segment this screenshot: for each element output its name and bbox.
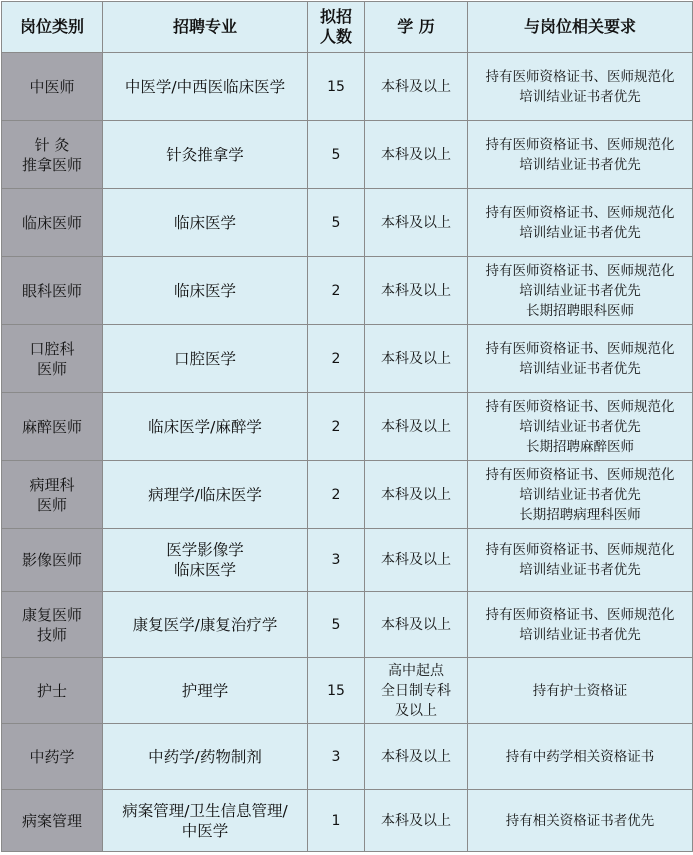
major-cell: 病案管理/卫生信息管理/ 中医学 <box>103 790 308 852</box>
table-row <box>2 53 693 121</box>
education-cell: 本科及以上 <box>365 189 468 257</box>
requirement-cell: 持有医师资格证书、医师规范化 培训结业证书者优先 <box>468 53 693 121</box>
major-cell: 中医学/中西医临床医学 <box>103 53 308 121</box>
count-cell: 2 <box>308 393 365 461</box>
category-cell: 针 灸 推拿医师 <box>2 121 103 189</box>
requirement-cell: 持有相关资格证书者优先 <box>468 790 693 852</box>
category-cell: 影像医师 <box>2 529 103 592</box>
count-cell: 15 <box>308 658 365 724</box>
table-row <box>2 658 693 724</box>
education-cell: 本科及以上 <box>365 393 468 461</box>
category-cell: 麻醉医师 <box>2 393 103 461</box>
major-cell: 病理学/临床医学 <box>103 461 308 529</box>
category-cell: 中医师 <box>2 53 103 121</box>
major-cell: 康复医学/康复治疗学 <box>103 592 308 658</box>
education-cell: 本科及以上 <box>365 592 468 658</box>
header-category: 岗位类别 <box>2 2 103 53</box>
education-cell: 本科及以上 <box>365 461 468 529</box>
major-cell: 中药学/药物制剂 <box>103 724 308 790</box>
category-cell: 临床医师 <box>2 189 103 257</box>
major-cell: 临床医学/麻醉学 <box>103 393 308 461</box>
major-cell: 口腔医学 <box>103 325 308 393</box>
table-row <box>2 257 693 325</box>
requirement-cell: 持有医师资格证书、医师规范化 培训结业证书者优先 <box>468 592 693 658</box>
education-cell: 本科及以上 <box>365 724 468 790</box>
category-cell: 病理科 医师 <box>2 461 103 529</box>
count-cell: 2 <box>308 257 365 325</box>
header-row <box>2 2 693 53</box>
requirement-cell: 持有医师资格证书、医师规范化 培训结业证书者优先 <box>468 189 693 257</box>
count-cell: 15 <box>308 53 365 121</box>
requirement-cell: 持有护士资格证 <box>468 658 693 724</box>
header-education: 学 历 <box>365 2 468 53</box>
education-cell: 本科及以上 <box>365 257 468 325</box>
table-row <box>2 790 693 852</box>
table-row <box>2 529 693 592</box>
count-cell: 5 <box>308 592 365 658</box>
table-row <box>2 325 693 393</box>
count-cell: 5 <box>308 121 365 189</box>
requirement-cell: 持有医师资格证书、医师规范化 培训结业证书者优先 <box>468 529 693 592</box>
requirement-cell: 持有医师资格证书、医师规范化 培训结业证书者优先 长期招聘麻醉医师 <box>468 393 693 461</box>
requirement-cell: 持有医师资格证书、医师规范化 培训结业证书者优先 <box>468 325 693 393</box>
category-cell: 护士 <box>2 658 103 724</box>
education-cell: 本科及以上 <box>365 121 468 189</box>
count-cell: 5 <box>308 189 365 257</box>
category-cell: 眼科医师 <box>2 257 103 325</box>
table-row <box>2 121 693 189</box>
education-cell: 本科及以上 <box>365 53 468 121</box>
count-cell: 3 <box>308 724 365 790</box>
header-major: 招聘专业 <box>103 2 308 53</box>
table-row <box>2 393 693 461</box>
table-row <box>2 592 693 658</box>
table-row <box>2 189 693 257</box>
major-cell: 护理学 <box>103 658 308 724</box>
requirement-cell: 持有中药学相关资格证书 <box>468 724 693 790</box>
category-cell: 口腔科 医师 <box>2 325 103 393</box>
count-cell: 1 <box>308 790 365 852</box>
recruitment-table <box>1 1 693 852</box>
table-row <box>2 461 693 529</box>
category-cell: 中药学 <box>2 724 103 790</box>
header-count: 拟招 人数 <box>308 2 365 53</box>
education-cell: 本科及以上 <box>365 529 468 592</box>
education-cell: 本科及以上 <box>365 325 468 393</box>
requirement-cell: 持有医师资格证书、医师规范化 培训结业证书者优先 长期招聘病理科医师 <box>468 461 693 529</box>
requirement-cell: 持有医师资格证书、医师规范化 培训结业证书者优先 长期招聘眼科医师 <box>468 257 693 325</box>
count-cell: 3 <box>308 529 365 592</box>
category-cell: 病案管理 <box>2 790 103 852</box>
education-cell: 高中起点 全日制专科 及以上 <box>365 658 468 724</box>
education-cell: 本科及以上 <box>365 790 468 852</box>
major-cell: 针灸推拿学 <box>103 121 308 189</box>
major-cell: 医学影像学 临床医学 <box>103 529 308 592</box>
major-cell: 临床医学 <box>103 189 308 257</box>
requirement-cell: 持有医师资格证书、医师规范化 培训结业证书者优先 <box>468 121 693 189</box>
category-cell: 康复医师 技师 <box>2 592 103 658</box>
table-row <box>2 724 693 790</box>
header-requirement: 与岗位相关要求 <box>468 2 693 53</box>
count-cell: 2 <box>308 461 365 529</box>
major-cell: 临床医学 <box>103 257 308 325</box>
count-cell: 2 <box>308 325 365 393</box>
